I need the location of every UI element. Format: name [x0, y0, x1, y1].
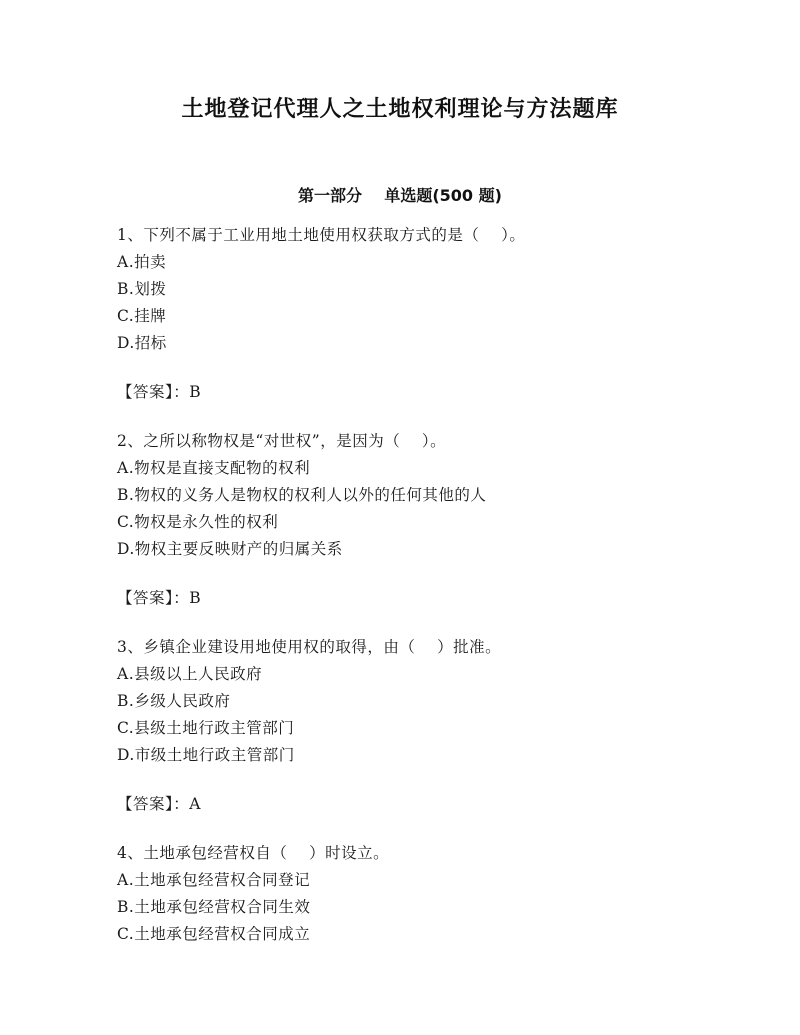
question-1 — [117, 222, 717, 406]
option-c: C.县级土地行政主管部门 — [117, 719, 295, 737]
option-d: D.市级土地行政主管部门 — [117, 746, 295, 764]
question-4 — [117, 840, 717, 948]
option-a: A.土地承包经营权合同登记 — [117, 871, 311, 889]
option-c: C.土地承包经营权合同成立 — [117, 925, 311, 943]
option-a: A.县级以上人民政府 — [117, 665, 263, 683]
option-d: D.招标 — [117, 334, 167, 352]
option-c: C.挂牌 — [117, 307, 167, 325]
document-title: 土地登记代理人之土地权利理论与方法题库 — [181, 97, 619, 122]
question-stem: 4、土地承包经营权自（ ）时设立。 — [117, 844, 390, 862]
question-stem: 2、之所以称物权是“对世权”，是因为（ ）。 — [117, 432, 447, 450]
question-stem: 1、下列不属于工业用地土地使用权获取方式的是（ ）。 — [117, 226, 526, 244]
option-b: B.乡级人民政府 — [117, 692, 231, 710]
answer-line: 【答案】：A — [117, 795, 201, 813]
option-d: D.物权主要反映财产的归属关系 — [117, 540, 343, 558]
option-b: B.物权的义务人是物权的权利人以外的任何其他的人 — [117, 486, 487, 504]
option-b: B.划拨 — [117, 280, 167, 298]
option-a: A.物权是直接支配物的权利 — [117, 459, 311, 477]
option-b: B.土地承包经营权合同生效 — [117, 898, 311, 916]
question-2 — [117, 428, 717, 612]
answer-line: 【答案】：B — [117, 383, 202, 401]
question-stem: 3、乡镇企业建设用地使用权的取得，由（ ）批准。 — [117, 638, 502, 656]
question-list — [117, 222, 717, 970]
option-a: A.拍卖 — [117, 253, 167, 271]
option-c: C.物权是永久性的权利 — [117, 513, 279, 531]
question-3 — [117, 634, 717, 818]
answer-line: 【答案】：B — [117, 589, 202, 607]
section-title: 第一部分 单选题(500 题) — [298, 186, 502, 205]
